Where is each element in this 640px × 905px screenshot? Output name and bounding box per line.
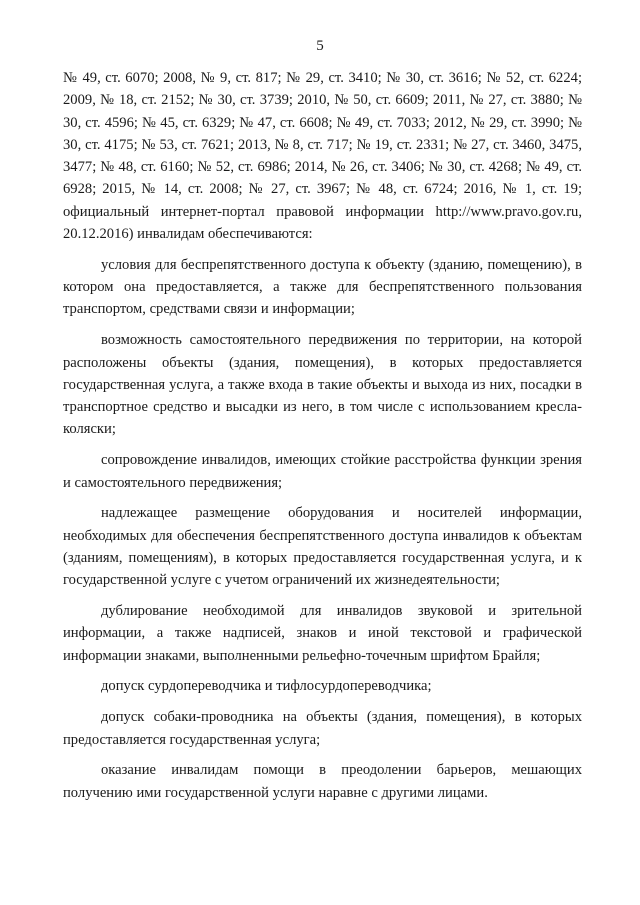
- paragraph-sign-interpreter: допуск сурдопереводчика и тифлосурдопереводчика;: [101, 678, 432, 695]
- paragraph-information-duplication: дублирование необходимой для инвалидов звуковой и зрительной информации, а также надписей, знаков и иной текстовой и графической информации знаками, выполненными рельефно-точечным шрифтом Брайля;: [63, 603, 582, 664]
- paragraph-access-conditions: условия для беспрепятственного доступа к объекту (зданию, помещению), в котором она предоставляется, а также для беспрепятственного пользования транспортом, средствами связи и информации;: [63, 256, 582, 318]
- paragraph-assistance: оказание инвалидам помощи в преодолении барьеров, мешающих получению ими государственной услуги наравне с другими лицами.: [63, 762, 582, 801]
- paragraph-independent-movement: возможность самостоятельного передвижения по территории, на которой расположены объекты (здания, помещения), в которых предоставляется государственная услуга, а также входа в такие объекты и выхода из них, посадки в транспортное средство и высадки из него, в том числе с использованием кресла-коляски;: [63, 332, 582, 438]
- paragraph-legal-references: № 49, ст. 6070; 2008, № 9, ст. 817; № 29, ст. 3410; № 30, ст. 3616; № 52, ст. 6224; 2009, № 18, ст. 2152; № 30, ст. 3739; 2010, № 50, ст. 6609; 2011, № 27, ст. 3880; № 30, ст. 4596; № 45, ст. 6329; № 47, ст. 6608; № 49, ст. 7033; 2012, № 29, ст. 3990; № 30, ст. 4175; № 53, ст. 7621; 2013, № 8, ст. 717; № 19, ст. 2331; № 27, ст. 3460, 3475, 3477; № 48, ст. 6160; № 52, ст. 6986; 2014, № 26, ст. 3406; № 30, ст. 4268; № 49, ст. 6928; 2015, № 14, ст. 2008; № 27, ст. 3967; № 48, ст. 6724; 2016, № 1, ст. 19; официальный интернет-портал правовой информации http://www.pravo.gov.ru, 20.12.2016) инвалидам обеспечиваются:: [63, 70, 582, 243]
- paragraph-accompaniment: сопровождение инвалидов, имеющих стойкие расстройства функции зрения и самостоятельного передвижения;: [63, 452, 582, 491]
- page-number: 5: [316, 38, 324, 54]
- paragraph-equipment-placement: надлежащее размещение оборудования и носителей информации, необходимых для обеспечения беспрепятственного доступа инвалидов к объектам (зданиям, помещениям), в которых предоставляется государственная услуга, и к государственной услуге с учетом ограничений их жизнедеятельности;: [63, 505, 582, 589]
- document-body: [63, 67, 582, 804]
- paragraph-guide-dog: допуск собаки-проводника на объекты (здания, помещения), в которых предоставляется государственная услуга;: [63, 709, 582, 748]
